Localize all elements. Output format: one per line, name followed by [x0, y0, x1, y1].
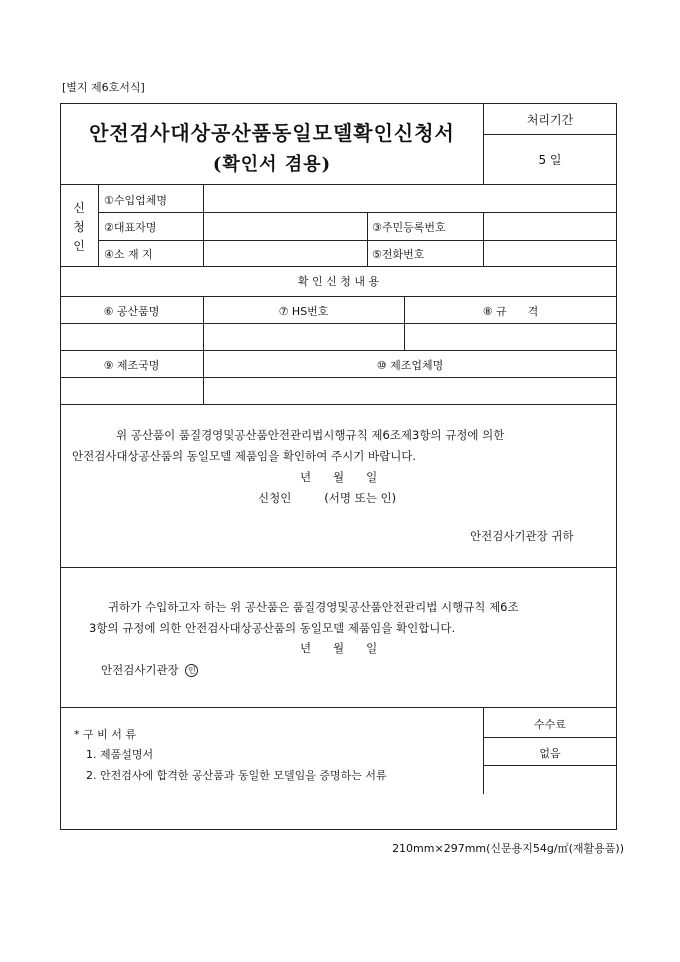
registration-number-field[interactable] [484, 213, 616, 239]
required-docs-header: * 구 비 서 류 [74, 728, 136, 741]
fee-label: 수수료 [534, 718, 566, 731]
required-doc-2: 2. 안전검사에 합격한 공산품과 동일한 모델임을 증명하는 서류 [86, 769, 387, 782]
applicant-side-label-3: 인 [73, 239, 85, 253]
manufacturing-country-header: ⑨ 제조국명 [103, 359, 160, 372]
manufacturer-header: ⑩ 제조업체명 [376, 359, 444, 372]
request-line-2: 안전검사대상공산품의 동일모델 제품임을 확인하여 주시기 바랍니다. [72, 449, 417, 463]
form-subtitle: (확인서 겸용) [212, 154, 332, 175]
form-title: 안전검사대상공산품동일모델확인신청서 [89, 121, 455, 145]
content-header: 확 인 신 청 내 용 [297, 275, 380, 288]
confirm-issuer [101, 660, 198, 681]
confirm-line-2: 3항의 규정에 의한 안전검사대상공산품의 동일모델 제품임을 확인합니다. [89, 621, 456, 635]
paper-spec: 210mm×297mm(신문용지54g/㎡(재활용품)) [392, 842, 624, 855]
product-name-field[interactable] [61, 324, 202, 349]
request-line-1: 위 공산품이 품질경영및공산품안전관리법시행규칙 제6조제3항의 규정에 의한 [116, 428, 505, 442]
spec-field[interactable] [405, 324, 616, 349]
importer-name-label: ①수입업체명 [104, 194, 167, 207]
processing-period-label: 처리기간 [526, 113, 574, 127]
fee-value: 없음 [539, 747, 561, 760]
applicant-side-label-1: 신 [73, 201, 85, 215]
seal-mark: 인 [185, 664, 198, 677]
importer-name-field[interactable] [204, 185, 616, 211]
form-label: [별지 제6호서식] [62, 81, 145, 94]
confirm-line-1: 귀하가 수입하고자 하는 위 공산품은 품질경영및공산품안전관리법 시행규칙 제6조 [108, 600, 519, 614]
manufacturing-country-field[interactable] [61, 378, 202, 403]
request-date: 년 월 일 [300, 470, 378, 484]
hs-number-header: ⑦ HS번호 [278, 305, 329, 318]
issuer-name: 안전검사기관장 [101, 663, 179, 677]
applicant-side-label-2: 청 [73, 220, 85, 234]
product-name-header: ⑥ 공산품명 [103, 305, 160, 318]
phone-field[interactable] [484, 241, 616, 265]
hs-number-field[interactable] [204, 324, 403, 349]
registration-number-label: ③주민등록번호 [372, 221, 446, 234]
phone-label: ⑤전화번호 [372, 248, 425, 261]
representative-name-label: ②대표자명 [104, 221, 157, 234]
request-signer: 신청인 (서명 또는 인) [258, 491, 397, 505]
processing-period-value: 5 일 [538, 153, 562, 167]
address-field[interactable] [204, 241, 366, 265]
required-doc-1: 1. 제품설명서 [86, 748, 154, 761]
address-label: ④소 재 지 [104, 248, 153, 261]
confirm-date: 년 월 일 [300, 641, 378, 655]
spec-header: ⑧ 규 격 [482, 305, 539, 318]
representative-name-field[interactable] [204, 213, 366, 239]
manufacturer-field[interactable] [204, 378, 616, 403]
request-recipient: 안전검사기관장 귀하 [470, 529, 574, 543]
